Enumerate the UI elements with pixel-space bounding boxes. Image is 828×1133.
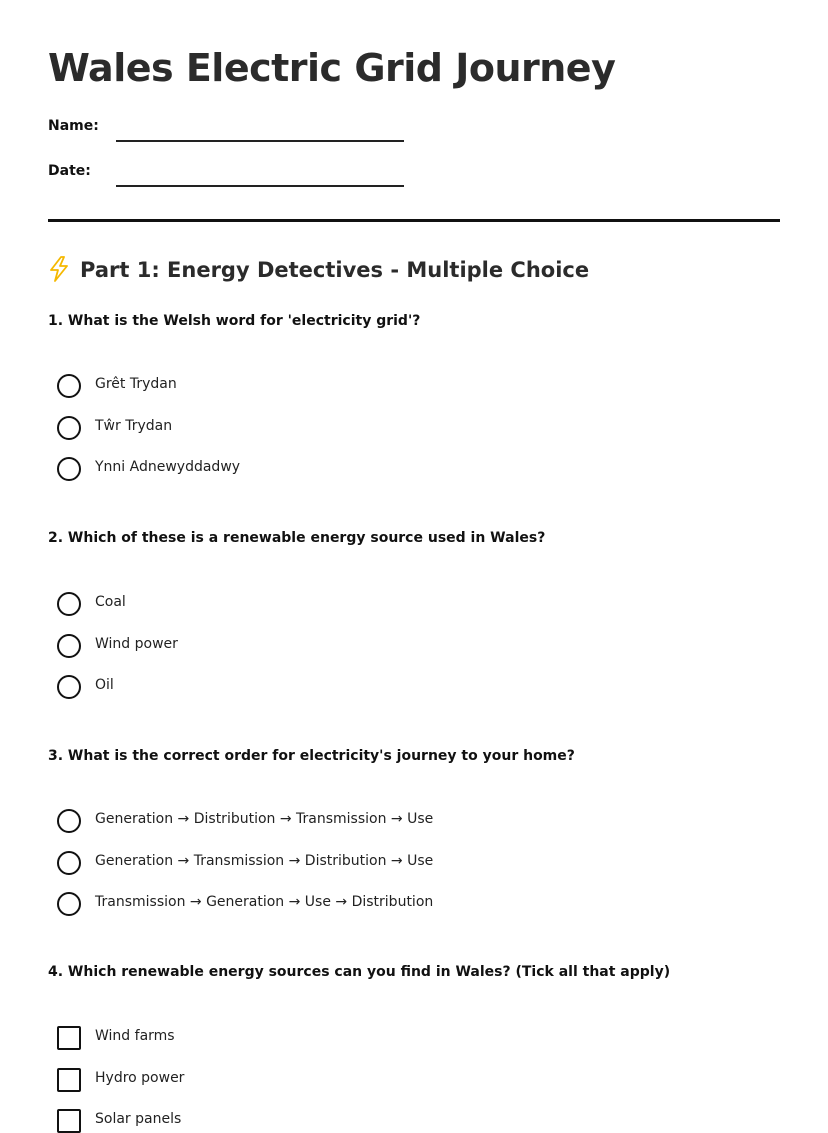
question-text: 2. Which of these is a renewable energy source used in Wales? — [48, 530, 546, 546]
lightning-bolt-icon — [48, 256, 70, 282]
option-label: Wind power — [95, 636, 178, 652]
name-label: Name: — [48, 118, 99, 134]
option-label: Wind farms — [95, 1028, 175, 1044]
worksheet-title: Wales Electric Grid Journey — [48, 46, 616, 90]
radio-button[interactable] — [57, 675, 81, 699]
radio-button[interactable] — [57, 374, 81, 398]
checkbox[interactable] — [57, 1068, 81, 1092]
question-text: 4. Which renewable energy sources can you find in Wales? (Tick all that apply) — [48, 964, 671, 980]
checkbox[interactable] — [57, 1026, 81, 1050]
option-item[interactable] — [57, 675, 757, 699]
option-item[interactable] — [57, 1109, 757, 1133]
date-label: Date: — [48, 163, 91, 179]
radio-button[interactable] — [57, 634, 81, 658]
option-item[interactable] — [57, 892, 757, 916]
name-field[interactable] — [48, 118, 408, 148]
checkbox[interactable] — [57, 1109, 81, 1133]
option-item[interactable] — [57, 851, 757, 875]
radio-button[interactable] — [57, 892, 81, 916]
option-item[interactable] — [57, 374, 757, 398]
header-divider — [48, 219, 780, 222]
radio-button[interactable] — [57, 457, 81, 481]
option-label: Ynni Adnewyddadwy — [95, 459, 241, 475]
date-field[interactable] — [48, 163, 408, 193]
option-label: Generation → Transmission → Distribution → Use — [95, 853, 434, 869]
name-line[interactable] — [116, 140, 404, 142]
question-text: 3. What is the correct order for electricity's journey to your home? — [48, 748, 575, 764]
option-label: Tŵr Trydan — [95, 418, 173, 434]
option-item[interactable] — [57, 809, 757, 833]
option-label: Coal — [95, 594, 126, 610]
option-label: Solar panels — [95, 1111, 182, 1127]
question-text: 1. What is the Welsh word for 'electricity grid'? — [48, 313, 421, 329]
option-item[interactable] — [57, 592, 757, 616]
radio-button[interactable] — [57, 809, 81, 833]
part1-title — [48, 256, 589, 282]
option-item[interactable] — [57, 1026, 757, 1050]
radio-button[interactable] — [57, 416, 81, 440]
option-item[interactable] — [57, 634, 757, 658]
option-label: Generation → Distribution → Transmission → Use — [95, 811, 434, 827]
part1-title-text: Part 1: Energy Detectives - Multiple Choice — [80, 258, 590, 282]
option-label: Transmission → Generation → Use → Distribution — [95, 894, 434, 910]
option-label: Hydro power — [95, 1070, 185, 1086]
option-item[interactable] — [57, 1068, 757, 1092]
option-item[interactable] — [57, 416, 757, 440]
option-label: Oil — [95, 677, 114, 693]
radio-button[interactable] — [57, 851, 81, 875]
option-item[interactable] — [57, 457, 757, 481]
date-line[interactable] — [116, 185, 404, 187]
radio-button[interactable] — [57, 592, 81, 616]
option-label: Grêt Trydan — [95, 376, 177, 392]
